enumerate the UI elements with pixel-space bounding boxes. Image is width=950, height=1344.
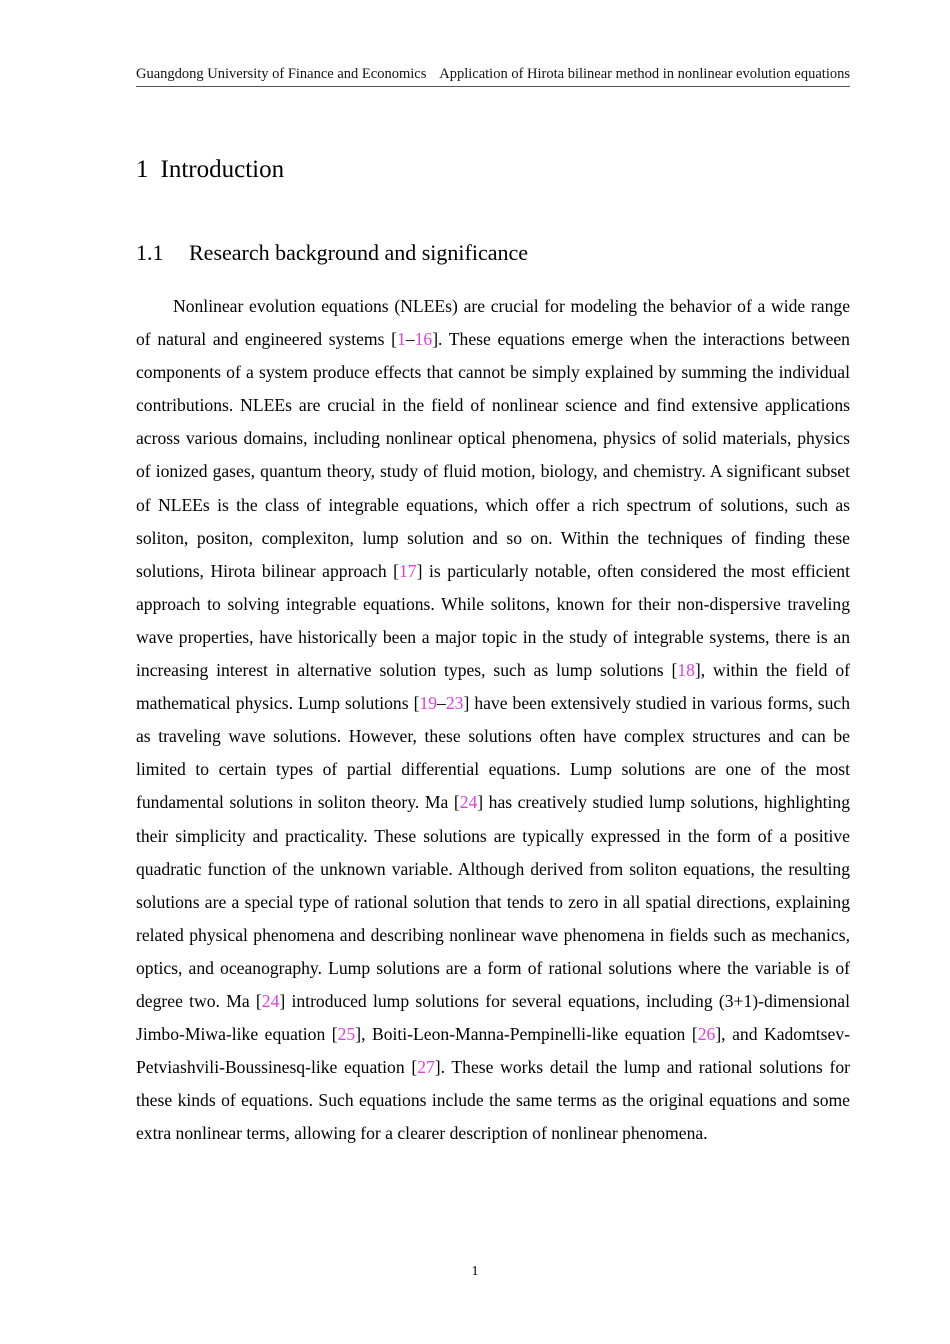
paragraph-text: Nonlinear evolution equations (NLEEs) are crucial for modeling the behavior of a wide range of natural and engineered systems [ [136,296,850,350]
paragraph-text: ], and Kadomtsev-Petviashvili-Boussinesq-like equation [ [136,1024,850,1078]
citation-link[interactable]: 27 [417,1057,435,1078]
paragraph-text: ] has creatively studied lump solutions, highlighting their simplicity and practicality. These solutions are typically expressed in the form of a positive quadratic function of the unknown variable. Although derived from soliton equations, the resulting solutions are a special type of rational solution that tends to zero in all spatial directions, explaining related physical phenomena and describing nonlinear wave phenomena in fields such as mechanics, optics, and oceanography. Lump solutions are a form of rational solutions where the variable is of degree two. Ma [ [136,792,850,1011]
subsection-number: 1.1 [136,240,164,265]
header-right: Application of Hirota bilinear method in nonlinear evolution equations [439,66,850,82]
paragraph-text: – [437,693,446,714]
section-title: Introduction [160,156,285,183]
paragraph-text: ] introduced lump solutions for several equations, including (3+1)-dimensional Jimbo-Miwa-like equation [ [136,990,850,1045]
paragraph-text: ] is particularly notable, often considered the most efficient approach to solving integrable equations. While solitons, known for their non-dispersive traveling wave properties, have historically been a major topic in the study of integrable systems, there is an increasing interest in alternative solution types, such as lump solutions [ [136,560,850,681]
citation-link[interactable]: 24 [261,990,280,1011]
citation-link[interactable]: 26 [697,1024,716,1045]
citation-link[interactable]: 17 [399,560,417,581]
paragraph-text: – [405,329,415,350]
header-rule [136,86,850,87]
running-header [136,64,850,84]
paragraph-text: ], Boiti-Leon-Manna-Pempinelli-like equation [ [355,1024,698,1045]
citation-link[interactable]: 24 [459,792,478,813]
citation-link[interactable]: 18 [677,660,695,681]
page-number: 1 [471,1264,479,1279]
body-paragraph [136,290,850,1150]
paragraph-text: ] have been extensively studied in various forms, such as traveling wave solutions. However, these solutions often have complex structures and can be limited to certain types of partial differential equations. Lump solutions are one of the most fundamental solutions in soliton theory. Ma [ [136,693,850,813]
header-left: Guangdong University of Finance and Economics [136,66,427,82]
section-number: 1 [136,156,149,183]
citation-link[interactable]: 25 [337,1024,356,1045]
citation-link[interactable]: 1 [397,329,406,350]
citation-link[interactable]: 19 [419,693,438,714]
paragraph-text: ], within the field of mathematical physics. Lump solutions [ [136,660,850,714]
subsection-heading [136,238,528,268]
paragraph-text: ]. These works detail the lump and rational solutions for these kinds of equations. Such equations include the same terms as the original equations and some extra nonlinear terms, allowing for a clearer description of nonlinear phenomena. [136,1057,850,1144]
paragraph-text: ]. These equations emerge when the interactions between components of a system produce effects that cannot be simply explained by summing the individual contributions. NLEEs are crucial in the field of nonlinear science and find extensive applications across various domains, including nonlinear optical phenomena, physics of solid materials, physics of ionized gases, quantum theory, study of fluid motion, biology, and chemistry. A significant subset of NLEEs is the class of integrable equations, which offer a rich spectrum of solutions, such as soliton, positon, complexiton, lump solution and so on. Within the techniques of finding these solutions, Hirota bilinear approach [ [136,329,850,581]
citation-link[interactable]: 23 [445,693,464,714]
citation-link[interactable]: 16 [414,329,433,350]
subsection-title: Research background and significance [189,240,529,265]
section-heading [136,154,284,186]
